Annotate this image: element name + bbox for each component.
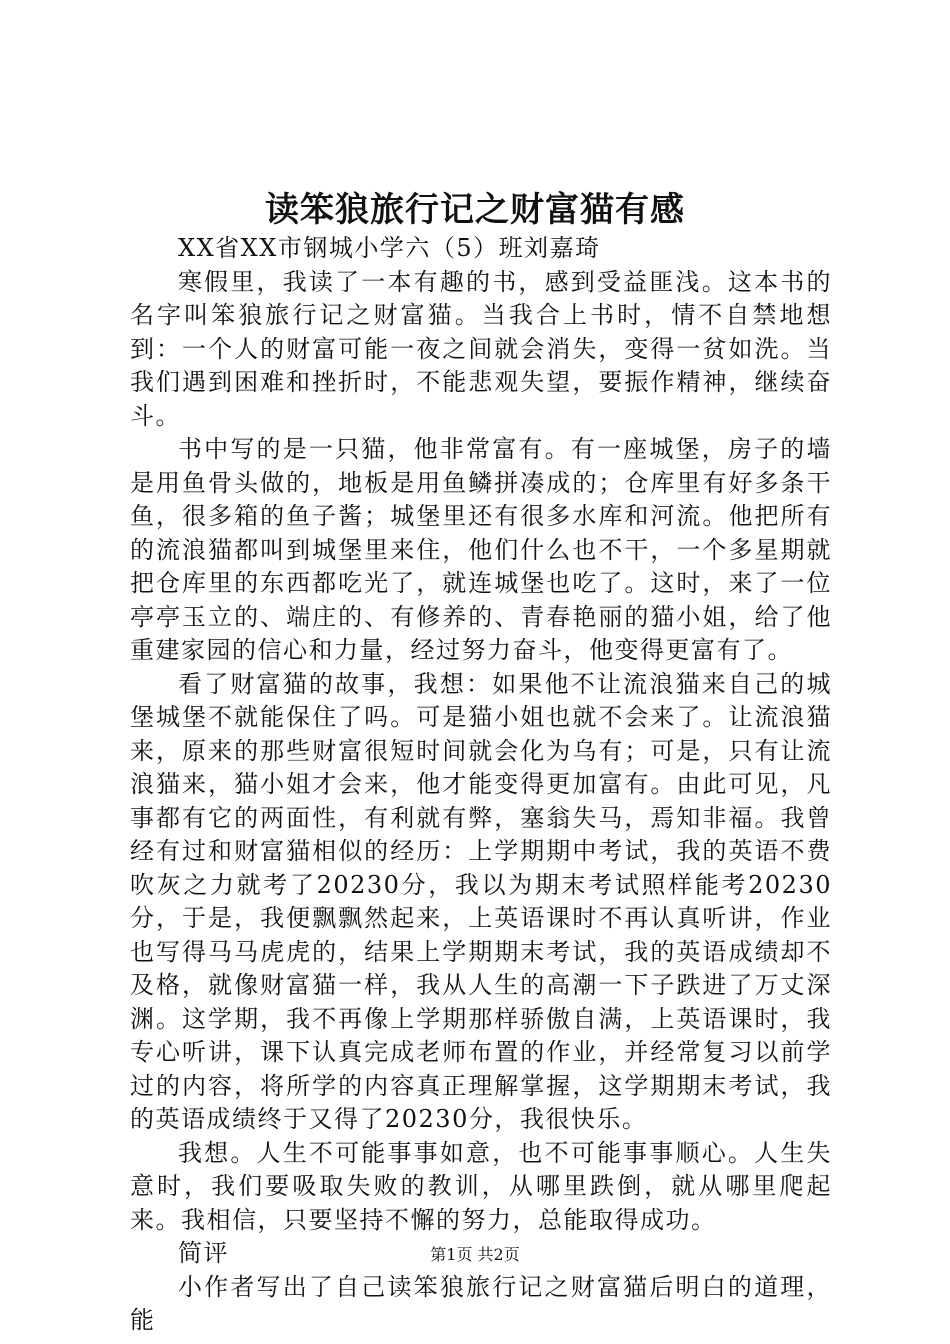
paragraph-3: 看了财富猫的故事，我想：如果他不让流浪猫来自己的城堡城堡不就能保住了吗。可是猫小姐也就不会来了。让流浪猫来，原来的那些财富很短时间就会化为乌有；可是，只有让流浪猫来，猫小姐才会来，他才能变得更加富有。由此可见，凡事都有它的两面性，有利就有弊，塞翁失马，焉知非福。我曾经有过和财富猫相似的经历：上学期期中考试，我的英语不费吹灰之力就考了20230分，我以为期末考试照样能考20230分，于是，我便飘飘然起来，上英语课时不再认真听讲，作业也写得马马虎虎的，结果上学期期末考试，我的英语成绩却不及格，就像财富猫一样，我从人生的高潮一下子跌进了万丈深渊。这学期，我不再像上学期那样骄傲自满，上英语课时，我专心听讲，课下认真完成老师布置的作业，并经常复习以前学过的内容，将所学的内容真正理解掌握，这学期期末考试，我的英语成绩终于又得了20230分，我很快乐。 bbox=[130, 669, 832, 1133]
review-heading: 简评 bbox=[178, 1239, 229, 1267]
page-footer: 第1页 共2页 bbox=[430, 1245, 520, 1264]
review-text: 小作者写出了自己读笨狼旅行记之财富猫后明白的道理，能 bbox=[130, 1272, 832, 1334]
document-body bbox=[130, 232, 832, 1338]
author-line: XX省XX市钢城小学六（5）班刘嘉琦 bbox=[178, 234, 601, 262]
document-title: 读笨狼旅行记之财富猫有感 bbox=[265, 190, 685, 230]
paragraph-2: 书中写的是一只猫，他非常富有。有一座城堡，房子的墙是用鱼骨头做的，地板是用鱼鳞拼凑成的；仓库里有好多条干鱼，很多箱的鱼子酱；城堡里还有很多水库和河流。他把所有的流浪猫都叫到城堡里来住，他们什么也不干，一个多星期就把仓库里的东西都吃光了，就连城堡也吃了。这时，来了一位亭亭玉立的、端庄的、有修养的、青春艳丽的猫小姐，给了他重建家园的信心和力量，经过努力奋斗，他变得更富有了。 bbox=[130, 435, 832, 664]
paragraph-4: 我想。人生不可能事事如意，也不可能事事顺心。人生失意时，我们要吸取失败的教训，从哪里跌倒，就从哪里爬起来。我相信，只要坚持不懈的努力，总能取得成功。 bbox=[130, 1138, 832, 1234]
paragraph-1: 寒假里，我读了一本有趣的书，感到受益匪浅。这本书的名字叫笨狼旅行记之财富猫。当我合上书时，情不自禁地想到：一个人的财富可能一夜之间就会消失，变得一贫如洗。当我们遇到困难和挫折时，不能悲观失望，要振作精神，继续奋斗。 bbox=[130, 267, 832, 430]
